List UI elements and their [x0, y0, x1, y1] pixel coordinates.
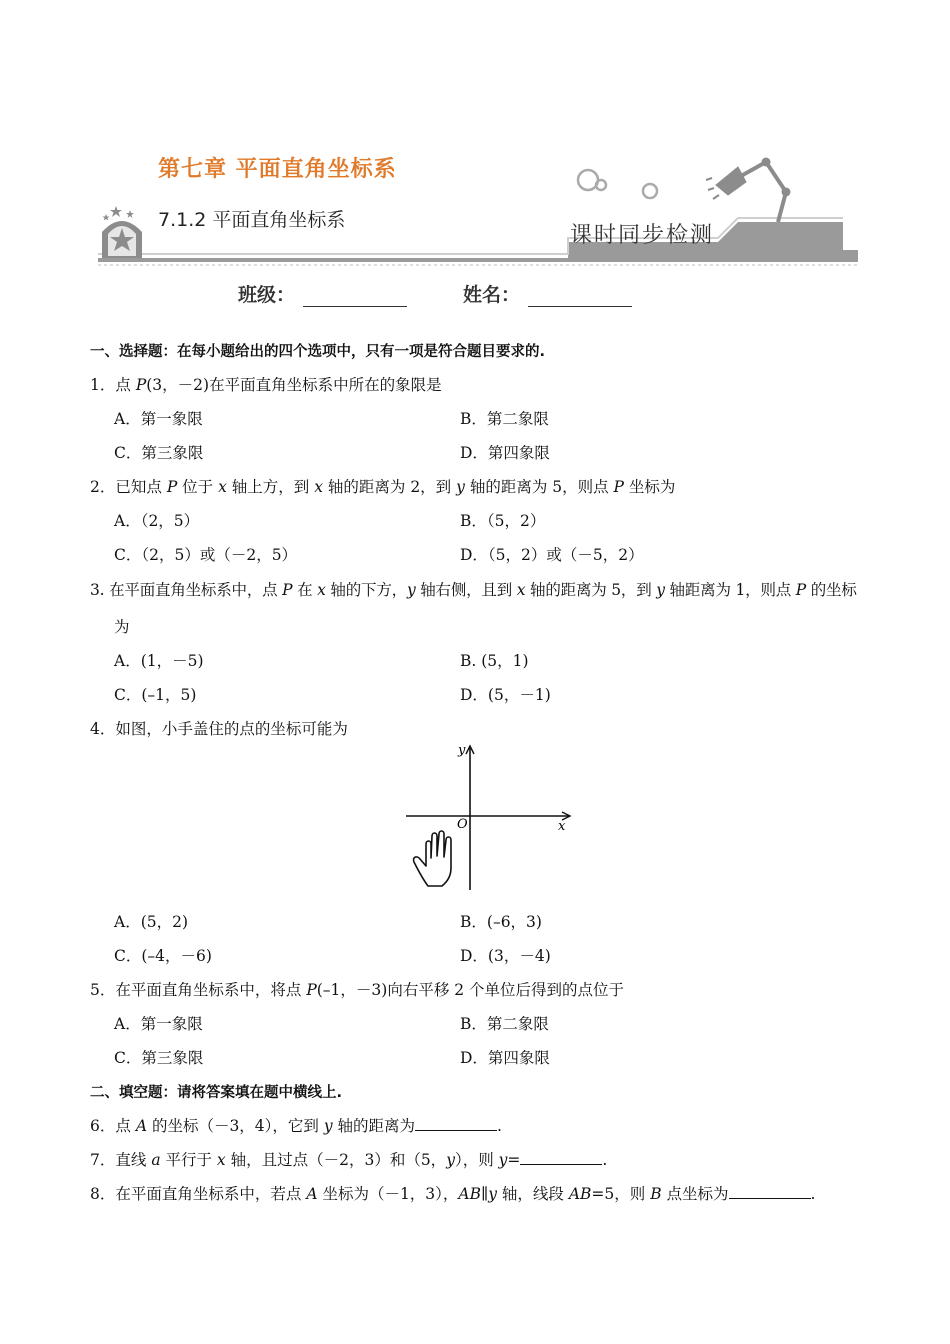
q7-answer-blank[interactable] [520, 1150, 602, 1165]
q2-option-b[interactable]: B．（5，2） [460, 512, 546, 530]
question-1: 1．点 P(3，－2)在平面直角坐标系中所在的象限是 [90, 376, 442, 394]
question-3: 3. 在平面直角坐标系中，点 P 在 x 轴的下方，y 轴右侧，且到 x 轴的距离为 5，到 y 轴距离为 1，则点 P 的坐标 [90, 581, 857, 599]
hand-icon [414, 831, 451, 886]
desk-lamp-icon [706, 158, 790, 222]
lesson-check-label: 课时同步检测 [570, 223, 715, 248]
part1-heading: 一、选择题：在每小题给出的四个选项中，只有一项是符合题目要求的. [90, 344, 546, 360]
q4-option-a[interactable]: A．(5，2) [114, 913, 189, 931]
coordinate-figure [400, 740, 580, 892]
q3-option-c[interactable]: C．(–1，5) [114, 686, 197, 704]
q5-option-b[interactable]: B．第二象限 [460, 1015, 549, 1033]
q3-option-b[interactable]: B. (5，1) [460, 652, 529, 670]
q2-option-d[interactable]: D．（5，2）或（－5，2） [460, 546, 644, 564]
star-badge-icon [102, 206, 142, 258]
x-axis-label: x [558, 819, 566, 834]
name-label: 姓名： [463, 284, 521, 306]
q3-option-a[interactable]: A．(1，－5) [114, 652, 204, 670]
q6-answer-blank[interactable] [415, 1116, 497, 1131]
q8-answer-blank[interactable] [729, 1184, 811, 1199]
q4-option-b[interactable]: B．(–6，3) [460, 913, 542, 931]
q1-option-c[interactable]: C．第三象限 [114, 444, 204, 462]
section-title: 7.1.2 平面直角坐标系 [158, 209, 346, 231]
q5-option-a[interactable]: A．第一象限 [114, 1015, 203, 1033]
q2-option-c[interactable]: C．（2，5）或（－2，5） [114, 546, 298, 564]
q5-option-c[interactable]: C．第三象限 [114, 1049, 204, 1067]
question-4: 4．如图，小手盖住的点的坐标可能为 [90, 720, 348, 738]
question-8: 8．在平面直角坐标系中，若点 A 坐标为（－1，3），AB∥y 轴，线段 AB=5，则 B 点坐标为 . [90, 1185, 816, 1203]
question-6: 6．点 A 的坐标（－3，4），它到 y 轴的距离为 . [90, 1117, 502, 1135]
y-axis-label: y [458, 743, 466, 758]
name-field[interactable] [463, 280, 632, 307]
question-3-continued: 为 [114, 618, 130, 636]
origin-label: O [457, 817, 468, 832]
class-label: 班级： [238, 284, 296, 306]
q1-option-d[interactable]: D．第四象限 [460, 444, 550, 462]
part2-heading: 二、填空题：请将答案填在题中横线上. [90, 1085, 343, 1101]
q3-option-d[interactable]: D．(5，－1) [460, 686, 551, 704]
class-field[interactable] [238, 280, 407, 307]
q4-option-d[interactable]: D．(3，－4) [460, 947, 551, 965]
bubble-decoration-icon [578, 170, 657, 198]
q4-option-c[interactable]: C．(–4，－6) [114, 947, 212, 965]
question-7: 7．直线 a 平行于 x 轴，且过点（－2，3）和（5，y），则 y= . [90, 1151, 608, 1169]
name-blank[interactable] [528, 288, 632, 307]
q1-option-a[interactable]: A．第一象限 [114, 410, 203, 428]
q5-option-d[interactable]: D．第四象限 [460, 1049, 550, 1067]
question-5: 5．在平面直角坐标系中，将点 P(–1，－3)向右平移 2 个单位后得到的点位于 [90, 981, 625, 999]
q1-option-b[interactable]: B．第二象限 [460, 410, 549, 428]
question-2: 2．已知点 P 位于 x 轴上方，到 x 轴的距离为 2，到 y 轴的距离为 5，则点 P 坐标为 [90, 478, 676, 496]
class-blank[interactable] [303, 288, 407, 307]
q2-option-a[interactable]: A．（2，5） [114, 512, 200, 530]
chapter-title: 第七章 平面直角坐标系 [158, 157, 397, 182]
